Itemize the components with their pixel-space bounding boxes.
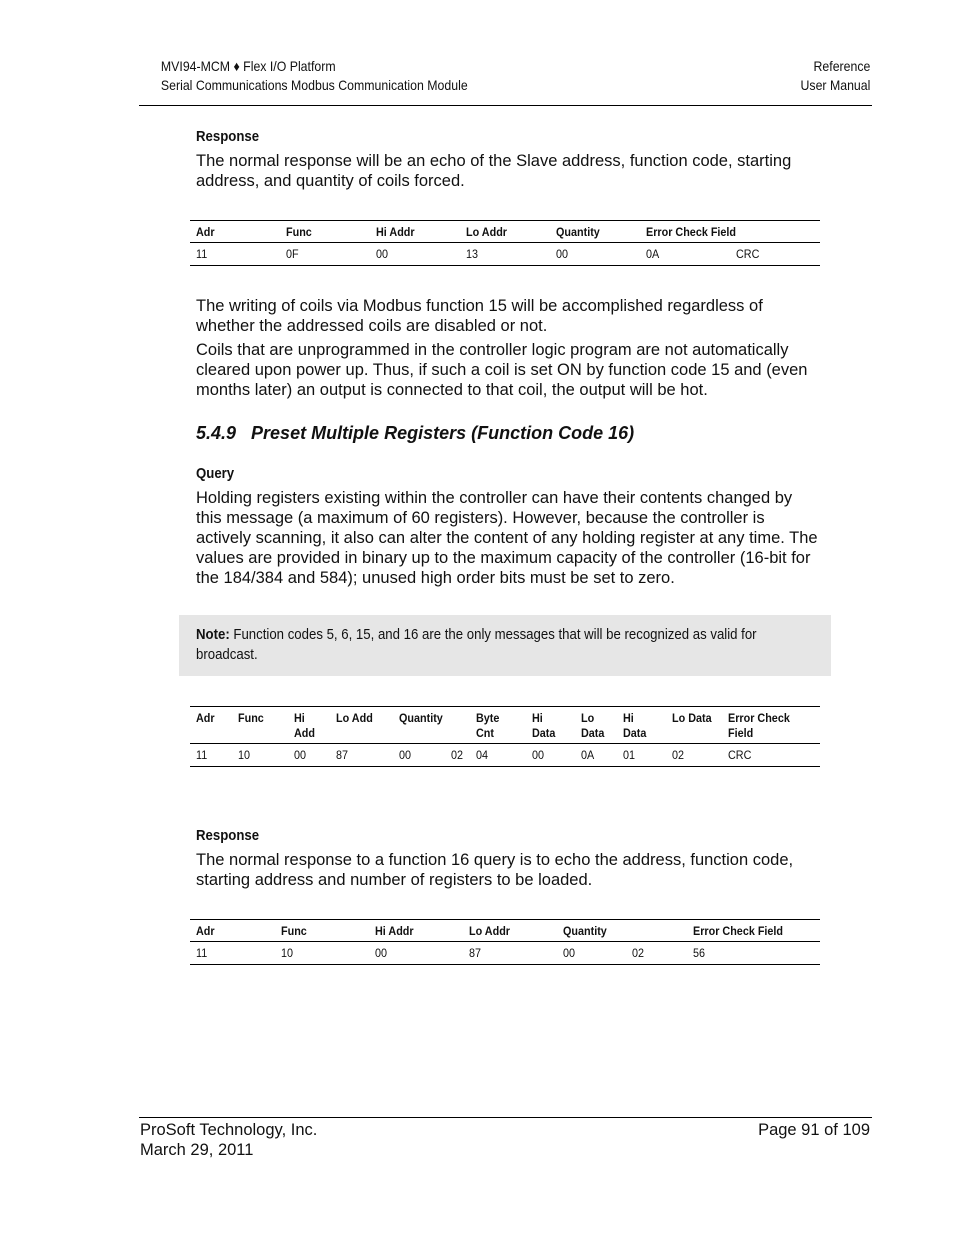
table-header-cell: Lo Data — [575, 707, 617, 744]
table-header-row — [190, 707, 820, 744]
footer-rule — [139, 1117, 872, 1118]
query-table-fc16 — [190, 706, 820, 767]
table-header-cell: Quantity — [393, 707, 470, 744]
body-paragraph: Coils that are unprogrammed in the controller logic program are not automatically cleared upon power up. Thus, if such a coil is set ON by function code 15 and (even months later) an output is connected to that coil, the output will be hot. — [196, 341, 808, 399]
table-cell: 04 — [470, 744, 526, 767]
note-box — [179, 615, 831, 676]
table-cell: 02 — [626, 942, 687, 965]
table-header-cell: Quantity — [550, 221, 640, 243]
response-table-fc15 — [190, 220, 820, 266]
table-cell: 13 — [460, 243, 550, 266]
header-manual-name: User Manual — [800, 77, 870, 93]
header-product-title: MVI94-MCM ♦ Flex I/O Platform — [160, 58, 336, 74]
header-rule — [139, 105, 872, 106]
table-header-cell: Error Check Field — [687, 920, 820, 942]
table-cell: 00 — [369, 942, 463, 965]
table-header-cell: Func — [232, 707, 288, 744]
table-cell: 0F — [280, 243, 370, 266]
table-header-cell: Adr — [190, 221, 280, 243]
running-header-right — [800, 57, 870, 95]
footer-date: March 29, 2011 — [140, 1141, 254, 1159]
table-cell: 0A — [640, 243, 730, 266]
response-label: Response — [196, 827, 260, 844]
table-cell: 00 — [557, 942, 626, 965]
table-cell: 00 — [526, 744, 575, 767]
table-cell: CRC — [722, 744, 820, 767]
table-header-cell: Hi Add — [288, 707, 330, 744]
table-cell: 00 — [393, 744, 445, 767]
running-header-left — [161, 57, 468, 95]
table-header-cell: Lo Addr — [463, 920, 557, 942]
table-header-cell: Adr — [190, 707, 232, 744]
table-header-cell: Func — [280, 221, 370, 243]
table-row — [190, 243, 820, 266]
response-table-fc16 — [190, 919, 820, 965]
table-cell: 00 — [288, 744, 330, 767]
table-header-cell: Lo Addr — [460, 221, 550, 243]
body-paragraph: The writing of coils via Modbus function 15 will be accomplished regardless of whether the addressed coils are disabled or not. — [196, 297, 763, 335]
table-header-cell: Adr — [190, 920, 275, 942]
table-cell: 0A — [575, 744, 617, 767]
table-cell: 02 — [445, 744, 470, 767]
note-body: Function codes 5, 6, 15, and 16 are the only messages that will be recognized as valid for broadcast. — [196, 626, 757, 663]
note-text — [196, 625, 759, 665]
section-heading: 5.4.9 Preset Multiple Registers (Function Code 16) — [196, 423, 635, 443]
table-header-cell: Quantity — [557, 920, 687, 942]
query-label: Query — [196, 465, 235, 482]
header-product-subtitle: Serial Communications Modbus Communication Module — [160, 77, 468, 93]
table-cell: 01 — [617, 744, 666, 767]
table-cell: 11 — [190, 243, 280, 266]
table-cell: 00 — [370, 243, 460, 266]
header-section-name: Reference — [813, 58, 870, 74]
table-header-cell: Hi Addr — [370, 221, 460, 243]
table-cell: 11 — [190, 942, 275, 965]
table-cell: 02 — [666, 744, 722, 767]
query-paragraph: Holding registers existing within the controller can have their contents changed by this message (a maximum of 60 registers). However, because the controller is actively scanning, it also can alter the content of any holding register at any time. The values are provided in binary up to the maximum capacity of the controller (16-bit for the 184/384 and 584); unused high order bits must be set to zero. — [196, 489, 818, 587]
table-cell: 00 — [550, 243, 640, 266]
page-number: Page 91 of 109 — [758, 1121, 870, 1139]
table-header-row — [190, 920, 820, 942]
response-paragraph: The normal response will be an echo of the Slave address, function code, starting address, and quantity of coils forced. — [196, 152, 792, 190]
response-label: Response — [196, 128, 260, 145]
table-header-cell: Error Check Field — [640, 221, 820, 243]
table-header-cell: Lo Add — [330, 707, 393, 744]
table-cell: 87 — [463, 942, 557, 965]
table-cell: 11 — [190, 744, 232, 767]
table-header-cell: Hi Addr — [369, 920, 463, 942]
table-header-cell: Byte Cnt — [470, 707, 526, 744]
table-row — [190, 942, 820, 965]
table-cell: 56 — [687, 942, 820, 965]
table-header-row — [190, 221, 820, 243]
footer-company: ProSoft Technology, Inc. — [140, 1121, 318, 1139]
response-paragraph: The normal response to a function 16 query is to echo the address, function code, starting address and number of registers to be loaded. — [196, 851, 794, 889]
table-header-cell: Func — [275, 920, 369, 942]
table-header-cell: Error Check Field — [722, 707, 820, 744]
table-header-cell: Hi Data — [526, 707, 575, 744]
table-cell: 10 — [275, 942, 369, 965]
table-cell: CRC — [730, 243, 820, 266]
table-cell: 87 — [330, 744, 393, 767]
table-cell: 10 — [232, 744, 288, 767]
table-header-cell: Lo Data — [666, 707, 722, 744]
table-header-cell: Hi Data — [617, 707, 666, 744]
footer-left — [140, 1120, 317, 1160]
note-label: Note: — [196, 626, 230, 643]
table-row — [190, 744, 820, 767]
